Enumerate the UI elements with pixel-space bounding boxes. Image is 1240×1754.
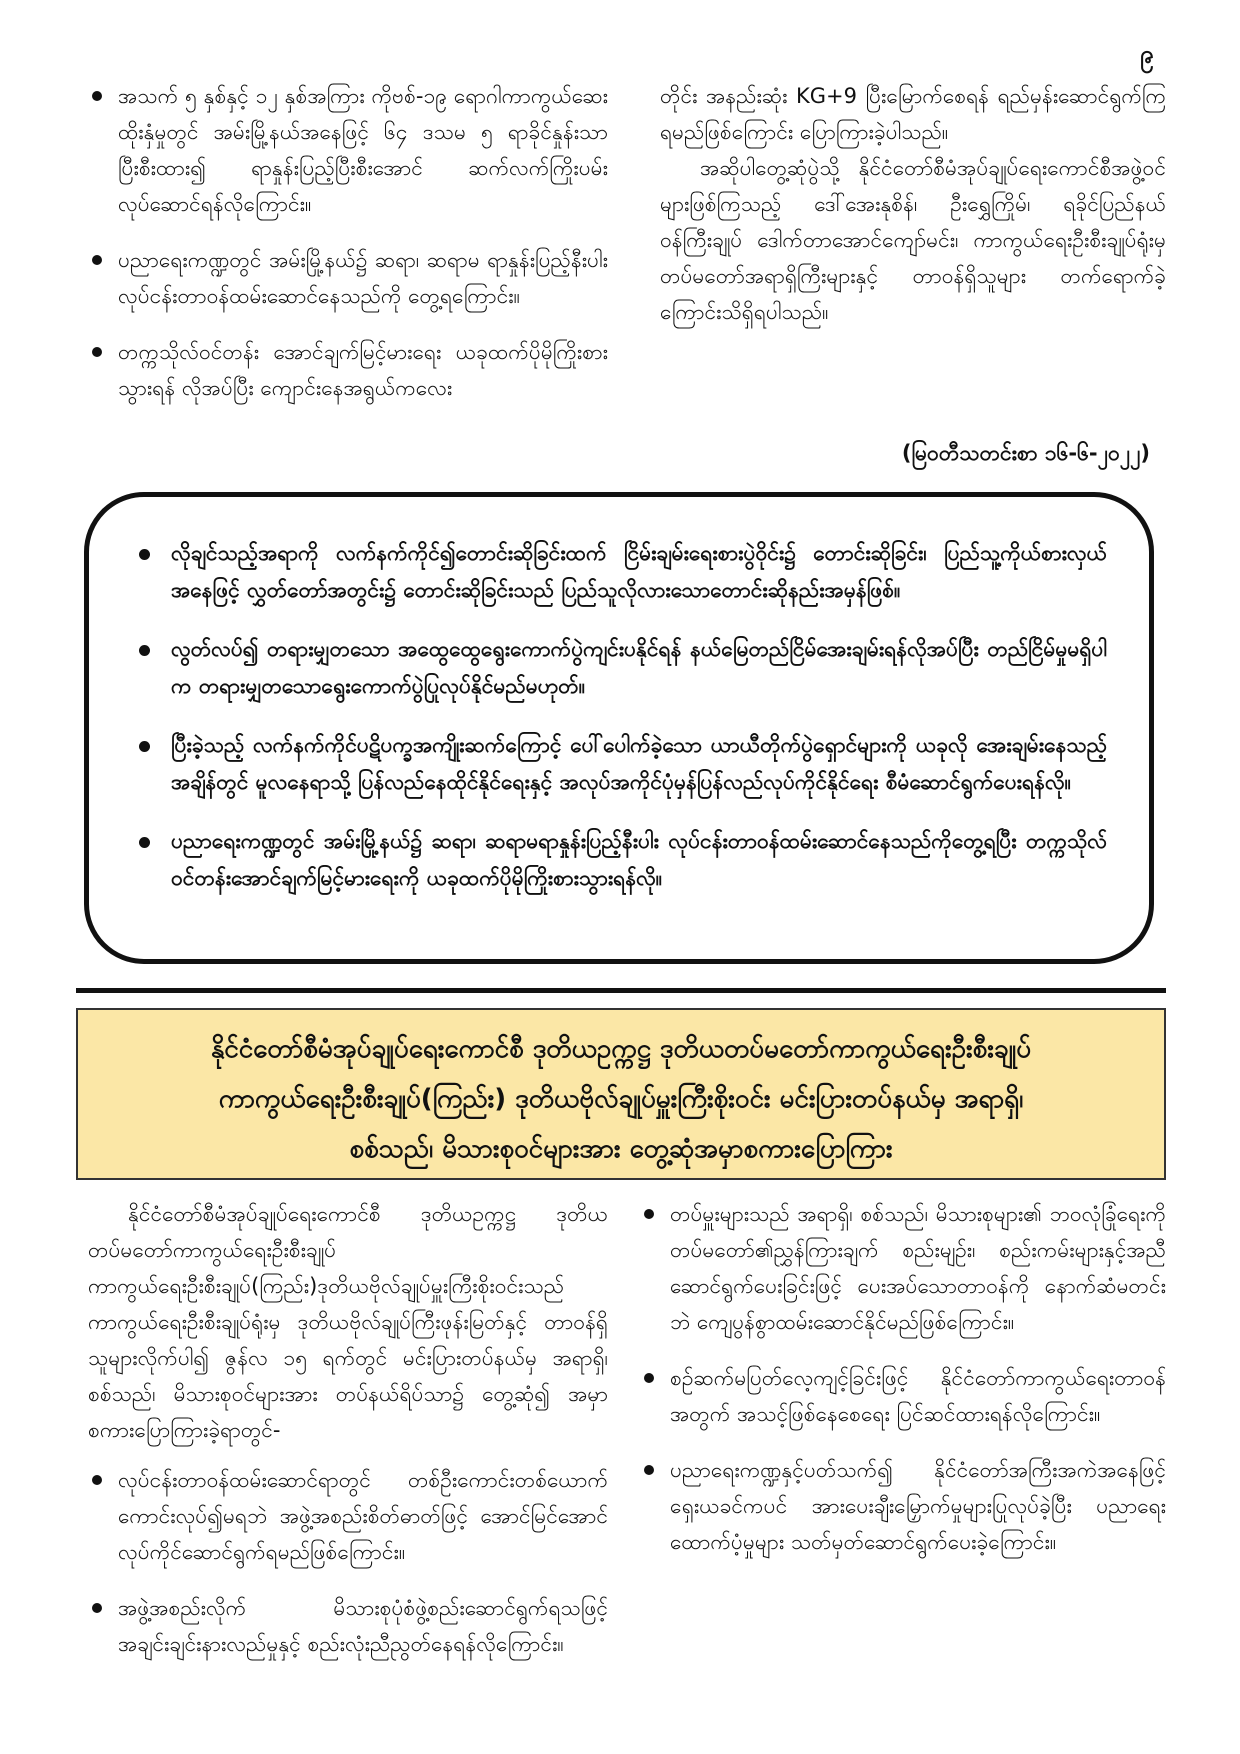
bullet-icon (644, 1465, 654, 1475)
list-item (133, 535, 1107, 609)
bullet-icon (139, 741, 150, 752)
section-divider (76, 988, 1166, 993)
top-right-column (660, 78, 1166, 330)
bullet-icon (139, 549, 150, 560)
bullet-icon (644, 1209, 654, 1219)
bullet-text: တပ်မှူးများသည် အရာရှိ၊ စစ်သည်၊ မိသားစုများ၏ ဘဝလုံခြုံရေးကို တပ်မတော်၏ညွှန်ကြားချက် စည်းမျဉ်း၊ စည်းကမ်းများနှင့်အညီ ဆောင်ရွက်ပေးခြင်းဖြင့် ပေးအပ်သောတာဝန်ကို နောက်ဆံမတင်းဘဲ ကျေပွန်စွာထမ်းဆောင်နိုင်မည်ဖြစ်ကြောင်း။ (670, 1202, 1166, 1334)
bottom-right-column (640, 1196, 1166, 1580)
top-left-column (88, 78, 608, 426)
bullet-icon (92, 91, 102, 101)
bullet-text: စဉ်ဆက်မပြတ်လေ့ကျင့်ခြင်းဖြင့် နိုင်ငံတော်ကာကွယ်ရေးတာဝန်အတွက် အသင့်ဖြစ်နေစေရေး ပြင်ဆင်ထားရန်လိုကြောင်း။ (670, 1366, 1166, 1426)
list-item (88, 1590, 608, 1662)
source-citation: (မြဝတီသတင်းစာ ၁၆-၆-၂၀၂၂) (901, 441, 1150, 465)
list-item (640, 1360, 1166, 1432)
headline-line: နိုင်ငံတော်စီမံအုပ်ချုပ်ရေးကောင်စီ ဒုတိယဥက္ကဋ္ဌ ဒုတိယတပ်မတော်ကာကွယ်ရေးဦးစီးချုပ် (210, 1034, 1032, 1064)
bullet-icon (92, 255, 102, 265)
bullet-text: လွတ်လပ်၍ တရားမျှတသော အထွေထွေရွေးကောက်ပွဲကျင်းပနိုင်ရန် နယ်မြေတည်ငြိမ်အေးချမ်းရန်လိုအပ်ပြီး တည်ငြိမ်မှုမရှိပါက တရားမျှတသောရွေးကောက်ပွဲပြုလုပ်နိုင်မည်မဟုတ်။ (171, 637, 1107, 698)
continued-paragraph: တိုင်း အနည်းဆုံး KG+9 ပြီးမြောက်စေရန် ရည်မှန်းဆောင်ရွက်ကြရမည်ဖြစ်ကြောင်း ပြောကြားခဲ့ပါသည်။ (660, 84, 1166, 144)
list-item (88, 78, 608, 222)
bullet-text: ပညာရေးကဏ္ဍတွင် အမ်းမြို့နယ်၌ ဆရာ၊ ဆရာမရာနှုန်းပြည့်နီးပါး လုပ်ငန်းတာဝန်ထမ်းဆောင်နေသည်ကိုတွေ့ရပြီး တက္ကသိုလ်ဝင်တန်းအောင်ချက်မြင့်မားရေးကို ယခုထက်ပိုမိုကြိုးစားသွားရန်လို။ (171, 829, 1107, 890)
bullet-icon (139, 837, 150, 848)
bottom-left-column (88, 1196, 608, 1682)
bottom-right-bullet-list (640, 1196, 1166, 1560)
bullet-text: ပညာရေးကဏ္ဍတွင် အမ်းမြို့နယ်၌ ဆရာ၊ ဆရာမ ရာနှုန်းပြည့်နီးပါး လုပ်ငန်းတာဝန်ထမ်းဆောင်နေသည်ကို တွေ့ရကြောင်း။ (118, 248, 608, 308)
bullet-icon (644, 1373, 654, 1383)
page-number: ၉ (1140, 40, 1154, 68)
bullet-text: လုပ်ငန်းတာဝန်ထမ်းဆောင်ရာတွင် တစ်ဦးကောင်းတစ်ယောက်ကောင်းလုပ်၍မရဘဲ အဖွဲ့အစည်းစိတ်ဓာတ်ဖြင့် အောင်မြင်အောင် လုပ်ကိုင်ဆောင်ရွက်ရမည်ဖြစ်ကြောင်း။ (118, 1468, 608, 1564)
list-item (133, 823, 1107, 897)
bullet-text: အသက် ၅ နှစ်နှင့် ၁၂ နှစ်အကြား ကိုဗစ်-၁၉ ရောဂါကာကွယ်ဆေးထိုးနှံမှုတွင် အမ်းမြို့နယ်အနေဖြင့် ၆၄ ဒသမ ၅ ရာခိုင်နှုန်းသာ ပြီးစီးထား၍ ရာနှုန်းပြည့်ပြီးစီးအောင် ဆက်လက်ကြိုးပမ်းလုပ်ဆောင်ရန်လိုကြောင်း။ (118, 84, 608, 216)
summary-callout-box (84, 492, 1154, 964)
list-item (88, 334, 608, 406)
bullet-text: ပညာရေးကဏ္ဍနှင့်ပတ်သက်၍ နိုင်ငံတော်အကြီးအကဲအနေဖြင့် ရှေးယခင်ကပင် အားပေးချီးမြှောက်မှုများပြုလုပ်ခဲ့ပြီး ပညာရေးထောက်ပံ့မှုများ သတ်မှတ်ဆောင်ရွက်ပေးခဲ့ကြောင်း။ (670, 1458, 1166, 1554)
headline-line: ကာကွယ်ရေးဦးစီးချုပ်(ကြည်း) ဒုတိယဗိုလ်ချုပ်မှူးကြီးစိုးဝင်း မင်းပြားတပ်နယ်မှ အရာရှိ၊ (218, 1084, 1024, 1114)
list-item (88, 1462, 608, 1570)
list-item (133, 631, 1107, 705)
bullet-text: လိုချင်သည့်အရာကို လက်နက်ကိုင်၍တောင်းဆိုခြင်းထက် ငြိမ်းချမ်းရေးစားပွဲဝိုင်း၌ တောင်းဆိုခြင်း၊ ပြည်သူ့ကိုယ်စားလှယ်အနေဖြင့် လွှတ်တော်အတွင်း၌ တောင်းဆိုခြင်းသည် ပြည်သူလိုလားသောတောင်းဆိုနည်းအမှန်ဖြစ်။ (171, 541, 1107, 602)
top-left-bullet-list (88, 78, 608, 406)
article-headline (98, 1024, 1144, 1174)
bullet-icon (139, 645, 150, 656)
bottom-left-bullet-list (88, 1462, 608, 1662)
bullet-text: ပြီးခဲ့သည့် လက်နက်ကိုင်ပဋိပက္ခအကျိုးဆက်ကြောင့် ပေါ်ပေါက်ခဲ့သော ယာယီတိုက်ပွဲရှောင်များကို ယခုလို အေးချမ်းနေသည့်အချိန်တွင် မူလနေရာသို့ ပြန်လည်နေထိုင်နိုင်ရေးနှင့် အလုပ်အကိုင်ပုံမှန်ပြန်လည်လုပ်ကိုင်နိုင်ရေး စီမံဆောင်ရွက်ပေးရန်လို။ (171, 733, 1107, 794)
bullet-text: အဖွဲ့အစည်းလိုက် မိသားစုပုံစံဖွဲ့စည်းဆောင်ရွက်ရသဖြင့် အချင်းချင်းနားလည်မှုနှင့် စည်းလုံးညီညွတ်နေရန်လိုကြောင်း။ (118, 1596, 608, 1656)
article-headline-box (76, 1008, 1166, 1180)
callout-bullet-list (133, 535, 1107, 897)
top-article-section (88, 78, 1166, 478)
headline-line: စစ်သည်၊ မိသားစုဝင်များအား တွေ့ဆုံအမှာစကားပြောကြား (349, 1134, 893, 1164)
bottom-article-section (88, 1196, 1166, 1726)
bullet-icon (92, 347, 102, 357)
list-item (640, 1452, 1166, 1560)
list-item (88, 242, 608, 314)
bullet-text: တက္ကသိုလ်ဝင်တန်း အောင်ချက်မြင့်မားရေး ယခုထက်ပိုမိုကြိုးစားသွားရန် လိုအပ်ပြီး ကျောင်းနေအရွယ်ကလေး (118, 340, 608, 400)
bullet-icon (92, 1475, 102, 1485)
list-item (640, 1196, 1166, 1340)
attendees-paragraph: အဆိုပါတွေ့ဆုံပွဲသို့ နိုင်ငံတော်စီမံအုပ်ချုပ်ရေးကောင်စီအဖွဲ့ဝင်များဖြစ်ကြသည့် ဒေါ်အေးနုစိန်၊ ဦးရွှေကြိုမ်၊ ရခိုင်ပြည်နယ်ဝန်ကြီးချုပ် ဒေါက်တာအောင်ကျော်မင်း၊ ကာကွယ်ရေးဦးစီးချုပ်ရုံးမှ တပ်မတော်အရာရှိကြီးများနှင့် တာဝန်ရှိသူများ တက်ရောက်ခဲ့ကြောင်းသိရှိရပါသည်။ (660, 156, 1166, 324)
bullet-icon (92, 1603, 102, 1613)
list-item (133, 727, 1107, 801)
intro-paragraph: နိုင်ငံတော်စီမံအုပ်ချုပ်ရေးကောင်စီ ဒုတိယဥက္ကဋ္ဌ ဒုတိယတပ်မတော်ကာကွယ်ရေးဦးစီးချုပ် ကာကွယ်ရေးဦးစီးချုပ်(ကြည်း)ဒုတိယဗိုလ်ချုပ်မှူးကြီးစိုးဝင်းသည် ကာကွယ်ရေးဦးစီးချုပ်ရုံးမှ ဒုတိယဗိုလ်ချုပ်ကြီးဖုန်းမြတ်နှင့် တာဝန်ရှိသူများလိုက်ပါ၍ ဇွန်လ ၁၅ ရက်တွင် မင်းပြားတပ်နယ်မှ အရာရှိ၊ စစ်သည်၊ မိသားစုဝင်များအား တပ်နယ်ရိပ်သာ၌ တွေ့ဆုံ၍ အမှာစကားပြောကြားခဲ့ရာတွင်- (88, 1202, 608, 1442)
